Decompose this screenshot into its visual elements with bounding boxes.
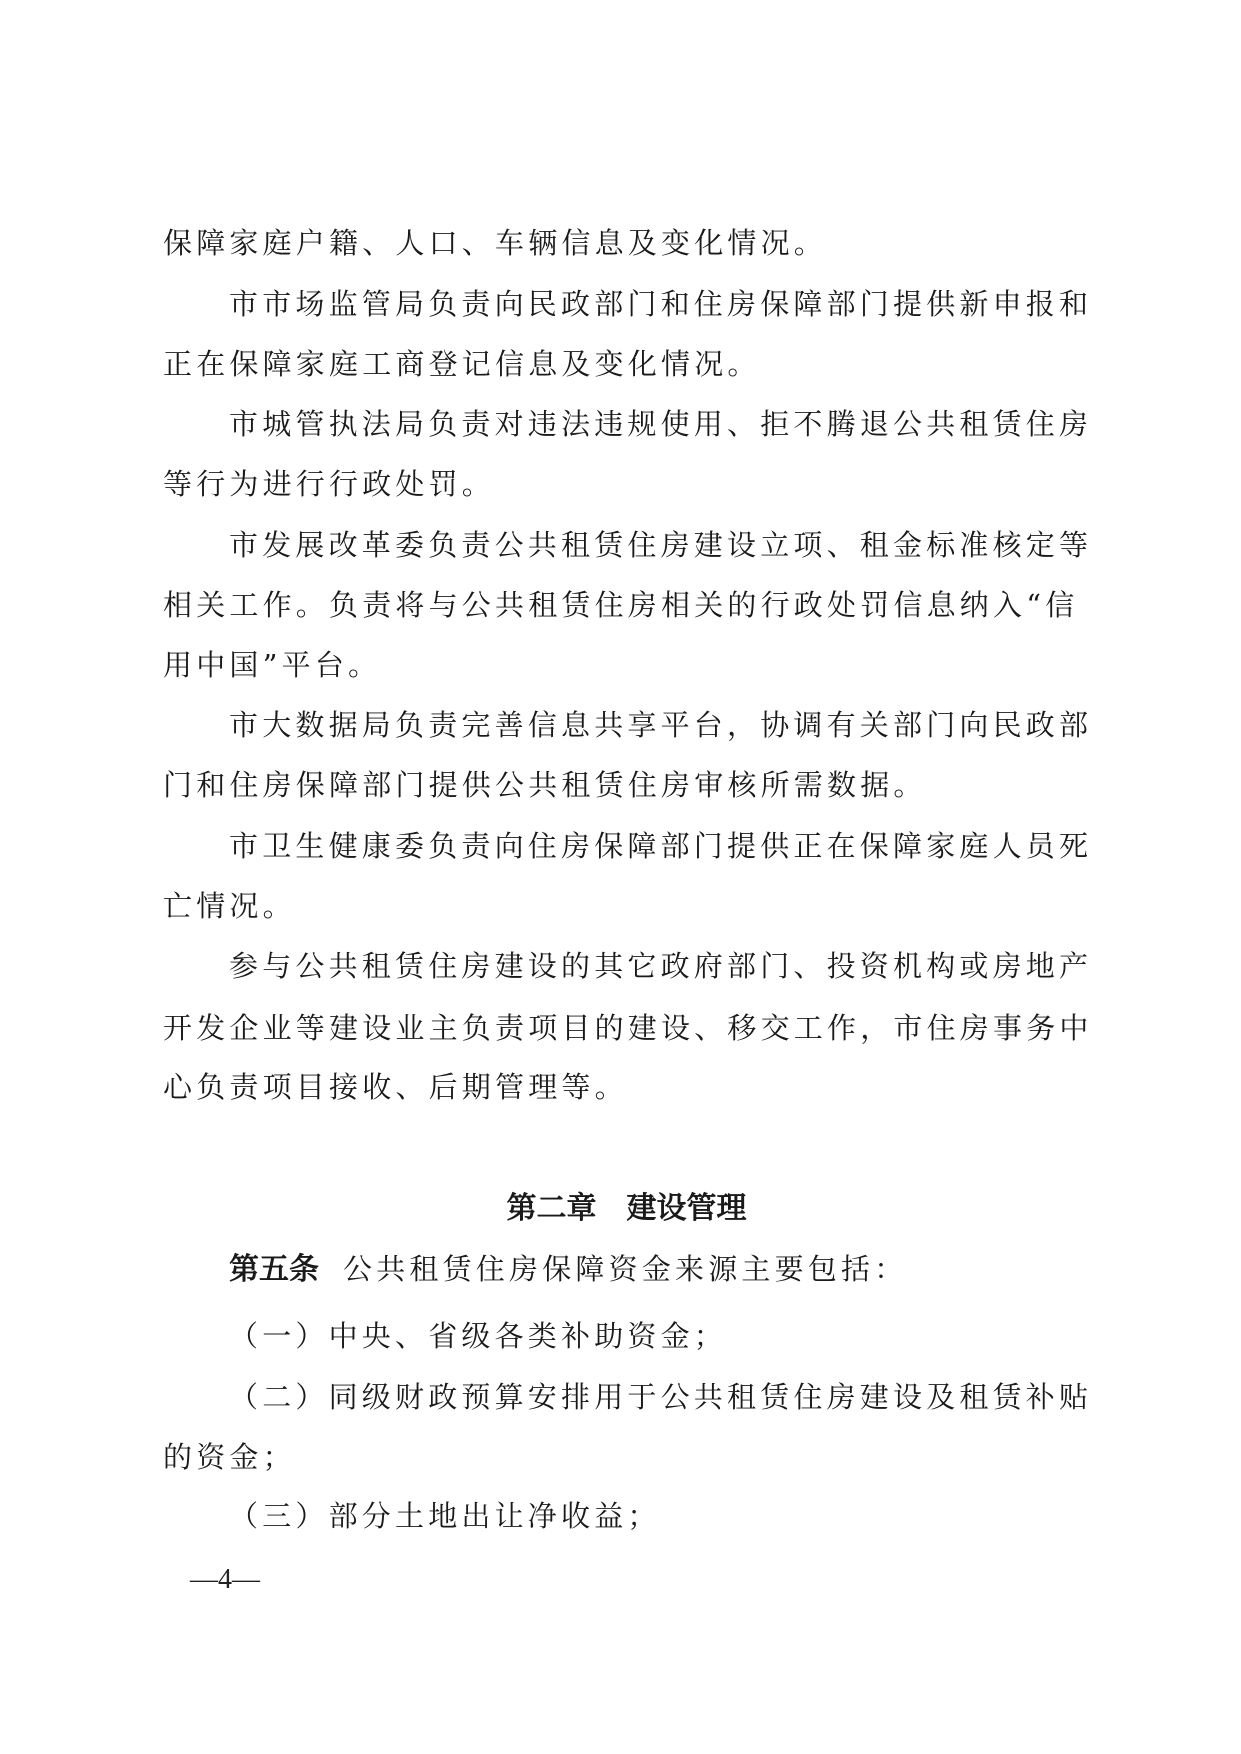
paragraph-line: 亡情况。 <box>163 889 296 923</box>
paragraph-line: 市卫生健康委负责向住房保障部门提供正在保障家庭人员死 <box>229 829 1093 863</box>
paragraph-line: 参与公共租赁住房建设的其它政府部门、投资机构或房地产 <box>229 949 1093 983</box>
paragraph-line: 市城管执法局负责对违法违规使用、拒不腾退公共租赁住房 <box>229 407 1093 441</box>
paragraph-line: 正在保障家庭工商登记信息及变化情况。 <box>163 347 761 381</box>
paragraph-line: 门和住房保障部门提供公共租赁住房审核所需数据。 <box>163 768 927 802</box>
article-line <box>229 1252 1169 1286</box>
paragraph-line: 开发企业等建设业主负责项目的建设、移交工作，市住房事务中 <box>163 1011 1093 1045</box>
chapter-heading: 第二章 建设管理 <box>506 1191 747 1226</box>
list-item: （一）中央、省级各类补助资金； <box>229 1319 728 1353</box>
article-text: 公共租赁住房保障资金来源主要包括： <box>343 1252 908 1286</box>
paragraph-line: 保障家庭户籍、人口、车辆信息及变化情况。 <box>163 226 828 260</box>
list-item: （三）部分土地出让净收益； <box>229 1499 661 1533</box>
paragraph-line: 市市场监管局负责向民政部门和住房保障部门提供新申报和 <box>229 287 1093 321</box>
paragraph-line: 市发展改革委负责公共租赁住房建设立项、租金标准核定等 <box>229 528 1093 562</box>
paragraph-line: 市大数据局负责完善信息共享平台，协调有关部门向民政部 <box>229 708 1093 742</box>
page-number: —4— <box>190 1564 260 1595</box>
list-item: （二）同级财政预算安排用于公共租赁住房建设及租赁补贴 <box>229 1380 1093 1414</box>
list-item-continuation: 的资金； <box>163 1440 296 1474</box>
paragraph-line: 用中国”平台。 <box>163 648 382 682</box>
paragraph-line: 相关工作。负责将与公共租赁住房相关的行政处罚信息纳入“信 <box>163 588 1079 622</box>
paragraph-line: 心负责项目接收、后期管理等。 <box>163 1070 628 1104</box>
article-label: 第五条 <box>229 1252 319 1287</box>
paragraph-line: 等行为进行行政处罚。 <box>163 467 496 501</box>
